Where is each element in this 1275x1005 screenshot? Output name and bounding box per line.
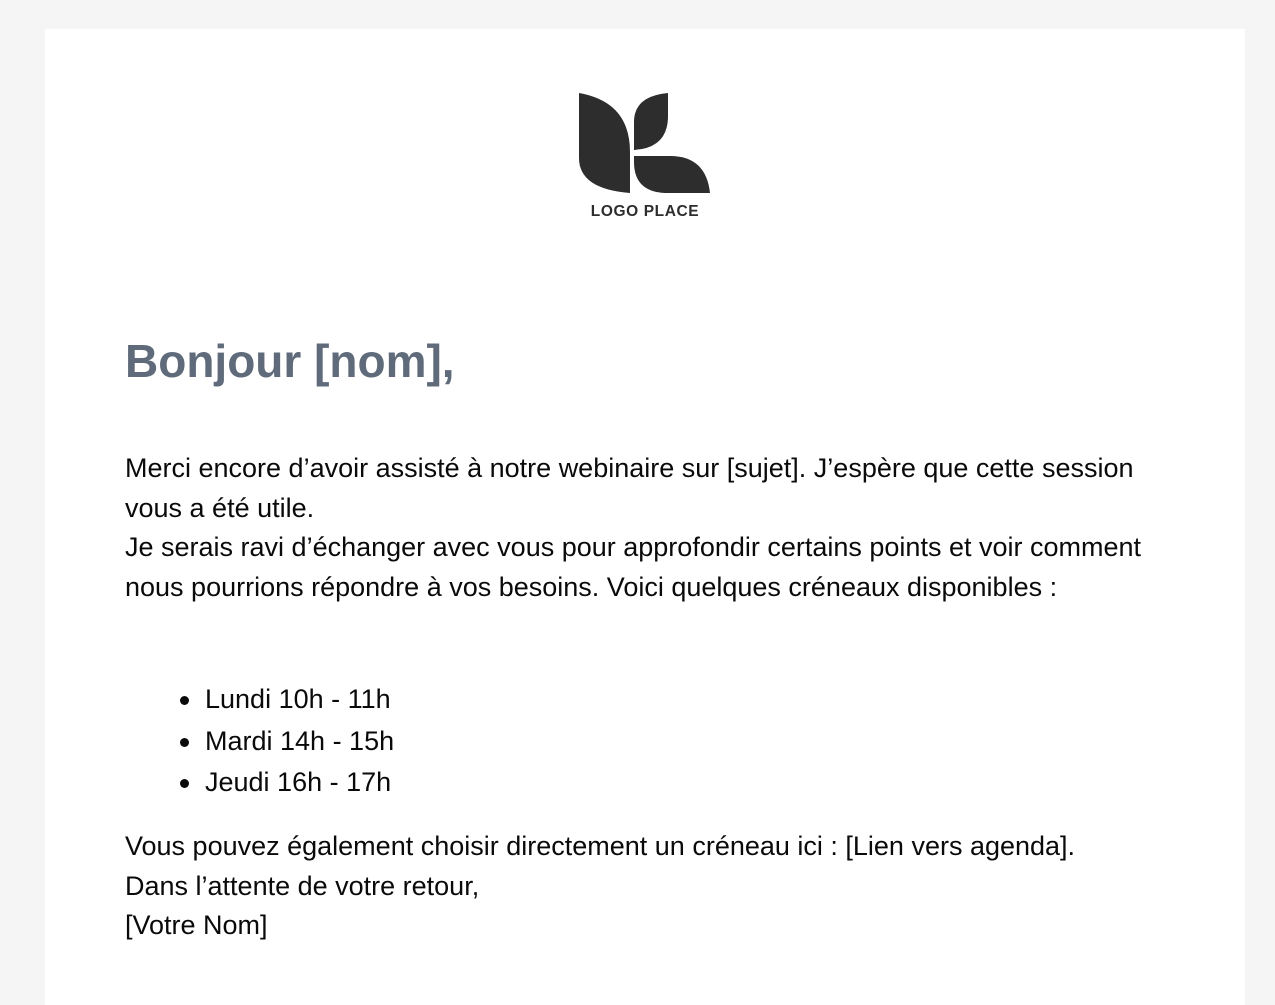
signoff-line: Dans l’attente de votre retour, — [125, 870, 480, 901]
slot-item — [125, 762, 394, 804]
slot-label: Mardi 14h - 15h — [205, 725, 395, 756]
logo-text: LOGO PLACE — [590, 203, 700, 220]
bullet-icon — [180, 696, 189, 705]
closing-paragraph — [125, 827, 1085, 946]
slot-label: Lundi 10h - 11h — [205, 684, 391, 714]
signature-name: [Votre Nom] — [125, 910, 268, 940]
slot-item — [125, 721, 394, 763]
intro-line: Merci encore d’avoir assisté à notre webinaire sur [sujet]. J’espère que cette session vous a été utile. — [125, 453, 1134, 523]
slot-label: Jeudi 16h - 17h — [205, 767, 392, 797]
bullet-icon — [180, 779, 189, 788]
slot-list — [125, 679, 394, 804]
intro-paragraph — [125, 449, 1165, 607]
agenda-link-line: Vous pouvez également choisir directement un créneau ici : [Lien vers agenda]. — [125, 831, 1076, 861]
email-content — [125, 332, 1165, 940]
bullet-icon — [180, 738, 189, 747]
slot-item — [125, 679, 394, 721]
greeting-heading: Bonjour [nom], — [125, 335, 455, 387]
email-card — [45, 29, 1245, 1005]
leaf-k-logo-icon — [578, 92, 712, 196]
intro-line: Je serais ravi d’échanger avec vous pour approfondir certains points et voir comment nous pourrions répondre à vos besoins. Voici quelques créneaux disponibles : — [125, 532, 1142, 602]
logo — [578, 92, 712, 224]
